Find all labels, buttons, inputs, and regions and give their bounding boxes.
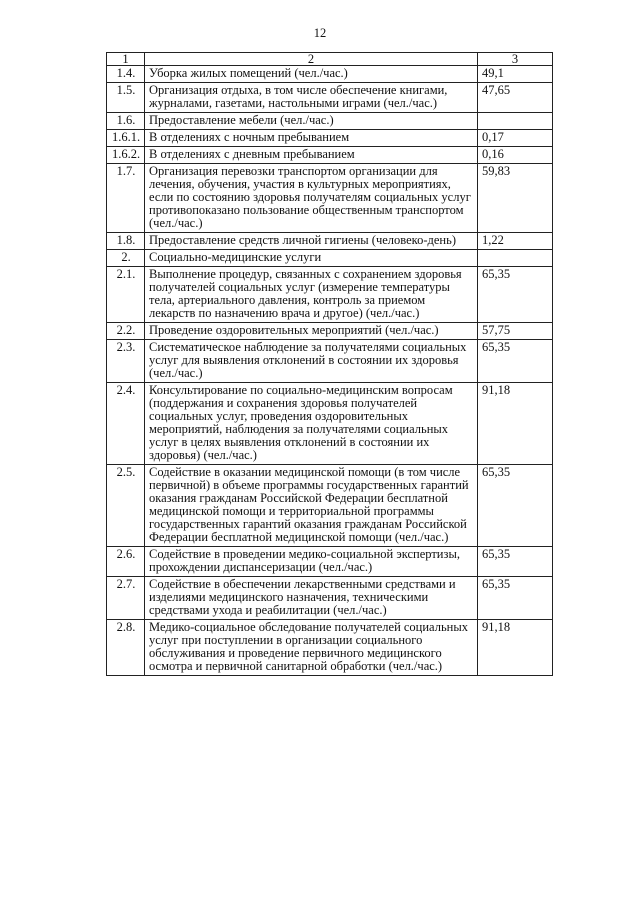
row-value: [478, 250, 553, 267]
row-code: 1.5.: [107, 83, 145, 113]
row-value: 65,35: [478, 547, 553, 577]
header-cell-1: 1: [107, 53, 145, 66]
table-row: [107, 267, 553, 323]
header-cell-3: 3: [478, 53, 553, 66]
row-name: Консультирование по социально-медицинским вопросам (поддержания и сохранения здоровья получателей социальных услуг, проведения оздоровительных мероприятий, наблюдения за получателями социальных услуг в целях выявления отклонений в состоянии их здоровья) (чел./час.): [145, 383, 478, 465]
row-value: 0,16: [478, 147, 553, 164]
table-row: [107, 147, 553, 164]
row-code: 2.8.: [107, 620, 145, 676]
table-row: [107, 577, 553, 620]
header-cell-2: 2: [145, 53, 478, 66]
table-row: [107, 66, 553, 83]
row-name: Уборка жилых помещений (чел./час.): [145, 66, 478, 83]
row-name: Медико-социальное обследование получателей социальных услуг при поступлении в организации социального обслуживания и проведение первичного медицинского осмотра и первичной санитарной обработки (чел./час.): [145, 620, 478, 676]
row-code: 1.8.: [107, 233, 145, 250]
row-value: 0,17: [478, 130, 553, 147]
row-code: 2.7.: [107, 577, 145, 620]
row-code: 1.4.: [107, 66, 145, 83]
table-row: [107, 130, 553, 147]
table-row: [107, 250, 553, 267]
row-code: 1.6.2.: [107, 147, 145, 164]
row-name: Выполнение процедур, связанных с сохранением здоровья получателей социальных услуг (измерение температуры тела, артериального давления, контроль за приемом лекарств по назначению врача и другое) (чел./час.): [145, 267, 478, 323]
row-name: Проведение оздоровительных мероприятий (чел./час.): [145, 323, 478, 340]
table-row: [107, 465, 553, 547]
row-code: 2.1.: [107, 267, 145, 323]
page-number: 12: [313, 26, 327, 40]
row-name: Предоставление средств личной гигиены (человеко-день): [145, 233, 478, 250]
row-code: 1.6.1.: [107, 130, 145, 147]
row-code: 1.7.: [107, 164, 145, 233]
row-value: 65,35: [478, 465, 553, 547]
row-name: Содействие в обеспечении лекарственными средствами и изделиями медицинского назначения, техническими средствами ухода и реабилитации (чел./час.): [145, 577, 478, 620]
row-value: 65,35: [478, 577, 553, 620]
table-row: [107, 383, 553, 465]
row-code: 2.4.: [107, 383, 145, 465]
row-name: В отделениях с ночным пребыванием: [145, 130, 478, 147]
table-row: [107, 620, 553, 676]
tariff-table: [106, 52, 553, 676]
row-value: 59,83: [478, 164, 553, 233]
row-name: Содействие в проведении медико-социальной экспертизы, прохождении диспансеризации (чел./час.): [145, 547, 478, 577]
row-value: 57,75: [478, 323, 553, 340]
row-value: 91,18: [478, 620, 553, 676]
row-name: Организация перевозки транспортом организации для лечения, обучения, участия в культурных мероприятиях, если по состоянию здоровья получателям социальных услуг противопоказано пользование общественным транспортом (чел./час.): [145, 164, 478, 233]
row-value: 1,22: [478, 233, 553, 250]
row-name: Социально-медицинские услуги: [145, 250, 478, 267]
table-row: [107, 547, 553, 577]
table-row: [107, 164, 553, 233]
row-code: 1.6.: [107, 113, 145, 130]
table-row: [107, 340, 553, 383]
row-value: [478, 113, 553, 130]
row-code: 2.: [107, 250, 145, 267]
row-name: В отделениях с дневным пребыванием: [145, 147, 478, 164]
row-code: 2.5.: [107, 465, 145, 547]
row-value: 47,65: [478, 83, 553, 113]
table-header-row: [107, 53, 553, 66]
row-value: 49,1: [478, 66, 553, 83]
row-value: 65,35: [478, 267, 553, 323]
row-value: 65,35: [478, 340, 553, 383]
row-code: 2.3.: [107, 340, 145, 383]
row-name: Предоставление мебели (чел./час.): [145, 113, 478, 130]
table-row: [107, 233, 553, 250]
row-code: 2.6.: [107, 547, 145, 577]
row-name: Содействие в оказании медицинской помощи (в том числе первичной) в объеме программы государственных гарантий оказания гражданам Российской Федерации бесплатной медицинской помощи и территориальной программы государственных гарантий оказания гражданам Российской Федерации бесплатной медицинской помощи (чел./час.): [145, 465, 478, 547]
table-row: [107, 83, 553, 113]
row-name: Систематическое наблюдение за получателями социальных услуг для выявления отклонений в состоянии их здоровья (чел./час.): [145, 340, 478, 383]
row-name: Организация отдыха, в том числе обеспечение книгами, журналами, газетами, настольными играми (чел./час.): [145, 83, 478, 113]
table-row: [107, 113, 553, 130]
table-row: [107, 323, 553, 340]
row-code: 2.2.: [107, 323, 145, 340]
row-value: 91,18: [478, 383, 553, 465]
